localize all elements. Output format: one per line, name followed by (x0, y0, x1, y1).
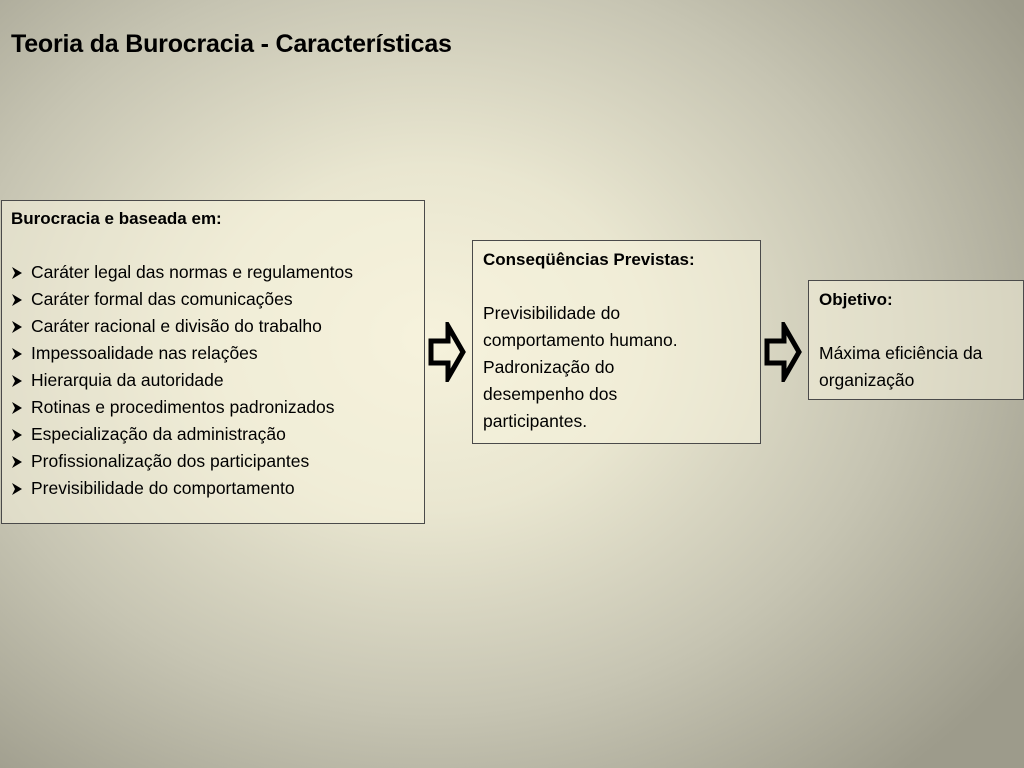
consequences-line: Previsibilidade do (483, 303, 621, 323)
arrowhead-bullet-icon (11, 374, 23, 388)
objective-line: organização (819, 370, 915, 390)
consequences-box (472, 240, 761, 444)
arrowhead-bullet-icon (11, 455, 23, 469)
basis-item-label: Rotinas e procedimentos padronizados (31, 397, 335, 417)
arrowhead-bullet-icon (11, 347, 23, 361)
basis-item (11, 367, 424, 394)
consequences-line: comportamento humano. (483, 330, 678, 350)
basis-item-label: Caráter legal das normas e regulamentos (31, 262, 353, 282)
basis-item (11, 259, 424, 286)
basis-item-label: Caráter formal das comunicações (31, 289, 293, 309)
consequences-heading: Conseqüências Previstas: (483, 250, 695, 269)
basis-item-label: Especialização da administração (31, 424, 286, 444)
arrowhead-bullet-icon (11, 428, 23, 442)
basis-item (11, 421, 424, 448)
basis-item-label: Previsibilidade do comportamento (31, 478, 295, 498)
arrowhead-bullet-icon (11, 320, 23, 334)
basis-item (11, 313, 424, 340)
consequences-line: desempenho dos (483, 384, 618, 404)
basis-item (11, 340, 424, 367)
right-arrow-icon (428, 322, 466, 382)
objective-heading: Objetivo: (819, 290, 893, 309)
arrowhead-bullet-icon (11, 401, 23, 415)
objective-box (808, 280, 1024, 400)
consequences-line: participantes. (483, 411, 588, 431)
basis-item (11, 448, 424, 475)
arrowhead-bullet-icon (11, 482, 23, 496)
objective-line: Máxima eficiência da (819, 343, 983, 363)
basis-item-label: Hierarquia da autoridade (31, 370, 224, 390)
basis-heading: Burocracia e baseada em: (11, 209, 222, 228)
basis-item-label: Impessoalidade nas relações (31, 343, 258, 363)
arrowhead-bullet-icon (11, 293, 23, 307)
arrowhead-bullet-icon (11, 266, 23, 280)
basis-list (11, 259, 424, 502)
basis-item-label: Caráter racional e divisão do trabalho (31, 316, 322, 336)
slide-title: Teoria da Burocracia - Características (11, 30, 452, 58)
basis-item-label: Profissionalização dos participantes (31, 451, 310, 471)
right-arrow-icon (764, 322, 802, 382)
basis-item (11, 286, 424, 313)
basis-item (11, 475, 424, 502)
basis-box (1, 200, 425, 524)
basis-item (11, 394, 424, 421)
consequences-line: Padronização do (483, 357, 615, 377)
